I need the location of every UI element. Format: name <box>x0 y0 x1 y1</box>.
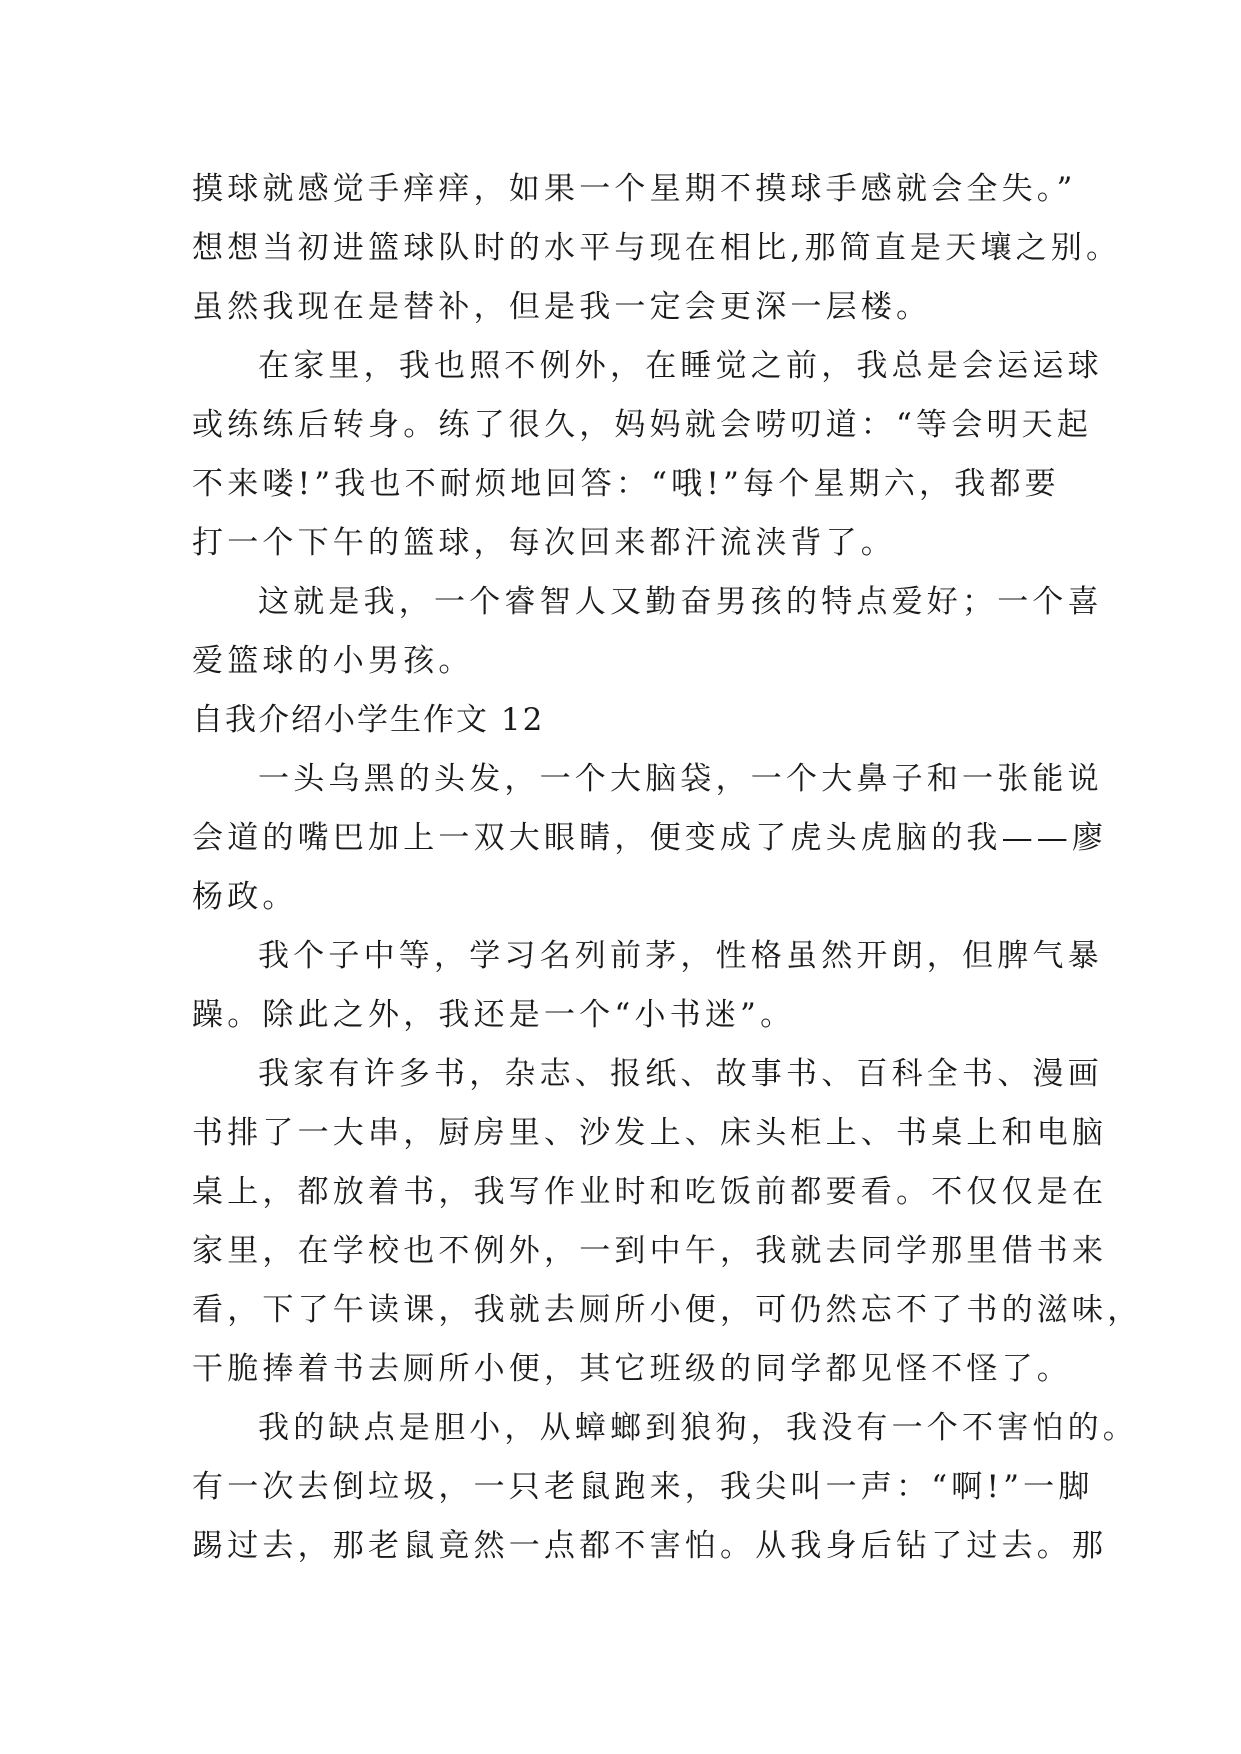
text-line: 打一个下午的篮球，每次回来都汗流浃背了。 <box>192 525 896 561</box>
text-line: 看，下了午读课，我就去厕所小便，可仍然忘不了书的滋味， <box>192 1292 1143 1328</box>
essay-heading: 自我介绍小学生作文 12 <box>192 702 545 738</box>
text-line: 有一次去倒垃圾，一只老鼠跑来，我尖叫一声：“啊!”一脚 <box>192 1469 1094 1505</box>
paragraph-start-line: 在家里，我也照不例外，在睡觉之前，我总是会运运球 <box>258 348 1103 384</box>
text-line: 躁。除此之外，我还是一个“小书迷”。 <box>192 997 796 1033</box>
paragraph-start-line: 我个子中等，学习名列前茅，性格虽然开朗，但脾气暴 <box>258 938 1103 974</box>
text-line: 摸球就感觉手痒痒，如果一个星期不摸球手感就会全失。” <box>192 171 1077 207</box>
paragraph-start-line: 这就是我，一个睿智人又勤奋男孩的特点爱好；一个喜 <box>258 584 1103 620</box>
text-line: 虽然我现在是替补，但是我一定会更深一层楼。 <box>192 289 932 325</box>
text-line: 或练练后转身。练了很久，妈妈就会唠叨道：“等会明天起 <box>192 407 1093 443</box>
paragraph-start-line: 我家有许多书，杂志、报纸、故事书、百科全书、漫画 <box>258 1056 1103 1092</box>
paragraph-start-line: 一头乌黑的头发，一个大脑袋，一个大鼻子和一张能说 <box>258 761 1103 797</box>
text-line: 干脆捧着书去厕所小便，其它班级的同学都见怪不怪了。 <box>192 1351 1072 1387</box>
paragraph-start-line: 我的缺点是胆小，从蟑螂到狼狗，我没有一个不害怕的。 <box>258 1410 1138 1446</box>
text-line: 桌上，都放着书，我写作业时和吃饭前都要看。不仅仅是在 <box>192 1174 1108 1210</box>
text-line: 踢过去，那老鼠竟然一点都不害怕。从我身后钻了过去。那 <box>192 1528 1108 1564</box>
text-line: 会道的嘴巴加上一双大眼睛，便变成了虎头虎脑的我——廖 <box>192 820 1108 856</box>
text-line: 不来喽!”我也不耐烦地回答：“哦!”每个星期六，我都要 <box>192 466 1060 502</box>
text-line: 想想当初进篮球队时的水平与现在相比,那简直是天壤之别。 <box>192 230 1122 266</box>
text-line: 爱篮球的小男孩。 <box>192 643 474 679</box>
essay-body <box>192 160 1143 1576</box>
text-line: 家里，在学校也不例外，一到中午，我就去同学那里借书来 <box>192 1233 1108 1269</box>
text-line: 杨政。 <box>192 879 298 915</box>
text-line: 书排了一大串，厨房里、沙发上、床头柜上、书桌上和电脑 <box>192 1115 1108 1151</box>
